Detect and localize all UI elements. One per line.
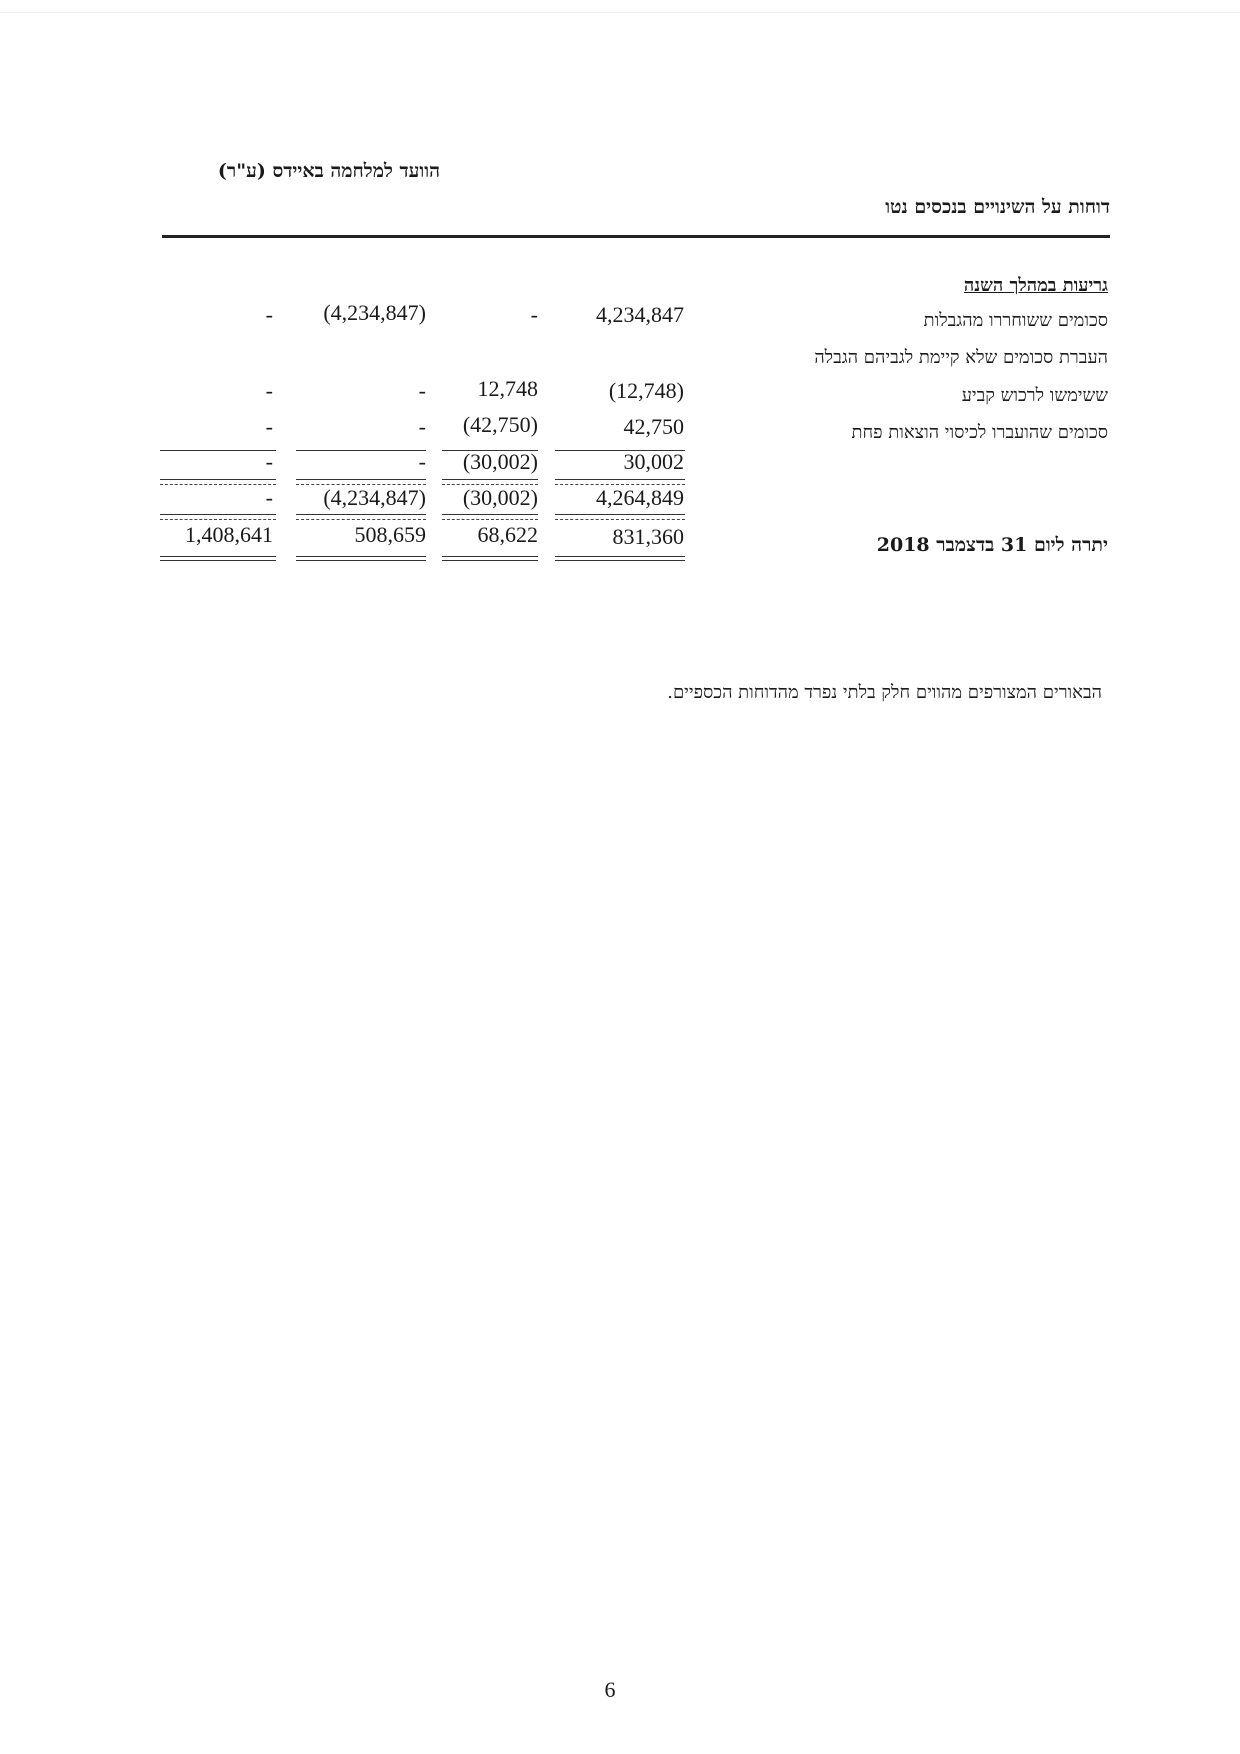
total-line-c3 <box>296 514 426 515</box>
balance-double-line-c1 <box>555 556 685 561</box>
total-dash-c3 <box>296 519 426 520</box>
page-number: 6 <box>604 1677 616 1702</box>
subtotal-line-c4 <box>160 479 276 480</box>
cell-total-disposals-c3: (4,234,847) <box>323 485 426 510</box>
cell-balance-c3: 508,659 <box>354 522 426 547</box>
cell-expenses-c4: - <box>265 414 273 439</box>
cell-fixed-assets-c1: (12,748) <box>608 378 684 403</box>
cell-total-disposals-c1: 4,264,849 <box>596 485 684 510</box>
row-label-transfer: העברת סכומים שלא קיימת לגביהם הגבלה <box>814 347 1108 368</box>
cell-subtotal-c3: - <box>418 449 426 474</box>
cell-expenses-c2: (42,750) <box>462 412 538 437</box>
subtotal-line-c3 <box>296 479 426 480</box>
cell-released-c3: (4,234,847) <box>323 300 426 325</box>
row-label-fixed-assets: ששימשו לרכוש קביע <box>961 385 1108 406</box>
cell-fixed-assets-c2: 12,748 <box>477 376 538 401</box>
cell-balance-c1: 831,360 <box>612 524 684 549</box>
balance-double-line-c4 <box>160 556 276 561</box>
cell-subtotal-c4: - <box>265 449 273 474</box>
cell-expenses-c3: - <box>418 414 426 439</box>
row-label-expenses: סכומים שהועברו לכיסוי הוצאות פחת <box>851 422 1108 443</box>
cell-subtotal-c1: 30,002 <box>623 449 684 474</box>
organization-name: הוועד למלחמה באיידס (ע"ר) <box>217 160 440 182</box>
total-dash-c2 <box>442 519 538 520</box>
cell-expenses-c1: 42,750 <box>623 414 684 439</box>
cell-balance-c2: 68,622 <box>477 522 538 547</box>
balance-double-line-c2 <box>442 556 538 561</box>
total-dash-c1 <box>555 519 685 520</box>
total-line-c1 <box>555 514 685 515</box>
financial-statements-note: הבאורים המצורפים מהווים חלק בלתי נפרד מהדוחות הכספיים. <box>667 682 1102 703</box>
cell-total-disposals-c2: (30,002) <box>462 485 538 510</box>
cell-released-c1: 4,234,847 <box>596 302 684 327</box>
total-line-c2 <box>442 514 538 515</box>
cell-fixed-assets-c3: - <box>418 378 426 403</box>
cell-fixed-assets-c4: - <box>265 378 273 403</box>
scan-edge <box>0 12 1240 13</box>
section-heading: גריעות במהלך השנה <box>963 275 1108 296</box>
balance-double-line-c3 <box>296 556 426 561</box>
total-dash-c4 <box>160 519 276 520</box>
subtotal-line-c1 <box>555 479 685 480</box>
cell-total-disposals-c4: - <box>265 485 273 510</box>
row-label-released: סכומים ששוחררו מהגבלות <box>923 310 1108 331</box>
cell-balance-c4: 1,408,641 <box>185 522 273 547</box>
cell-released-c4: - <box>265 302 273 327</box>
header-rule <box>162 235 1110 238</box>
subtotal-line-c2 <box>442 479 538 480</box>
row-label-balance: יתרה ליום 31 בדצמבר 2018 <box>876 534 1108 556</box>
cell-subtotal-c2: (30,002) <box>462 449 538 474</box>
cell-released-c2: - <box>530 302 538 327</box>
total-line-c4 <box>160 514 276 515</box>
report-title: דוחות על השינויים בנכסים נטו <box>885 196 1110 218</box>
